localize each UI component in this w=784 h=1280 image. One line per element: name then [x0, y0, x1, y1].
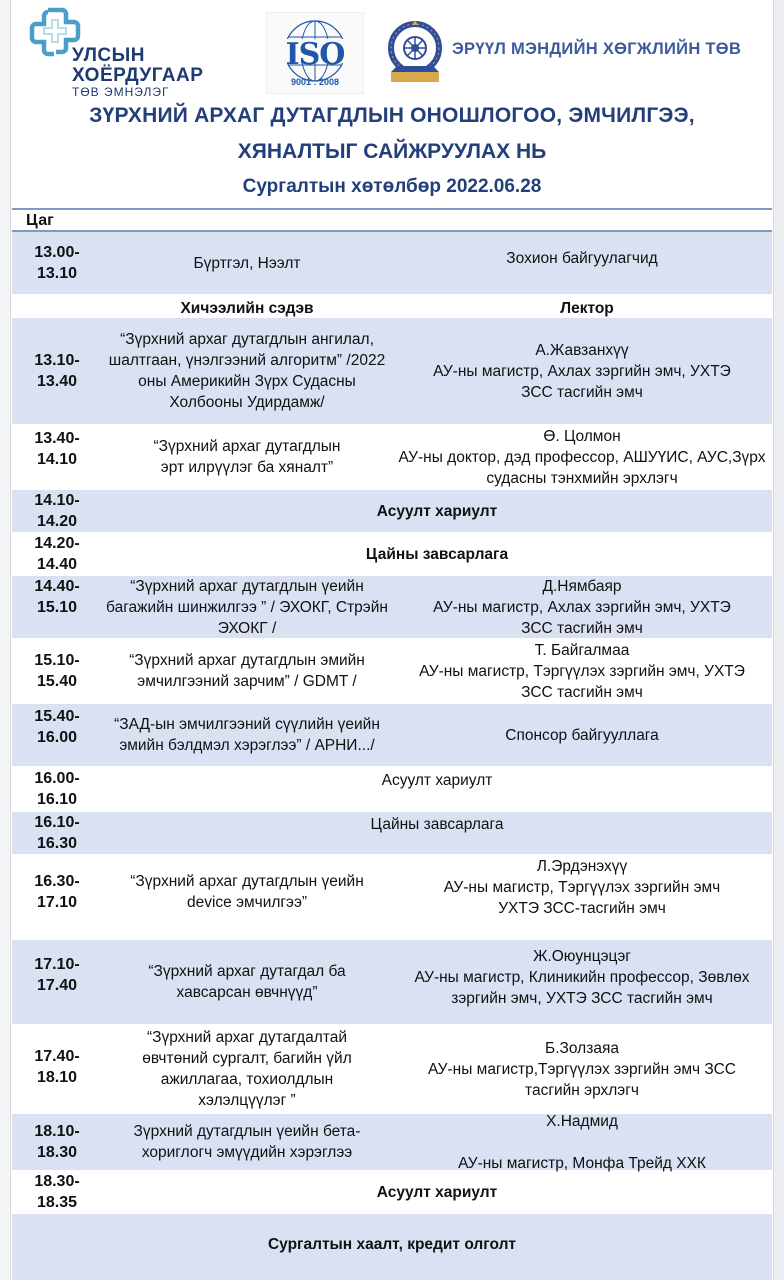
schedule-row	[12, 1026, 772, 1112]
time-cell: 18.30- 18.35	[34, 1173, 80, 1211]
lecturer-title: АУ-ны магистр,Тэргүүлэх зэргийн эмч ЗСС тасгийн эрхлэгч	[427, 1060, 737, 1099]
iso-badge	[266, 12, 364, 94]
topic-cell: “Зүрхний архаг дутагдлын ангилал, шалтгаан, үнэлгээний алгоритм” /2022 оны Америкийн Зүрх Судасны Холбооны Удирдамж/	[108, 331, 386, 411]
lecturer-cell	[392, 856, 772, 938]
schedule-row	[12, 534, 772, 574]
topic-column-header: Хичээлийн сэдэв	[180, 299, 314, 317]
topic-cell: “ЗАД-ын эмчилгээний сүүлийн үеийн эмийн бэлдмэл хэрэглээ” / АРНИ.../	[114, 716, 380, 754]
lecturer-name: Л.Эрдэнэхүү	[536, 857, 628, 875]
lecturer-title: АУ-ны доктор, дэд профессор, АШУҮИС, АУС,Зүрх судасны тэнхмийн эрхлэгч	[398, 448, 766, 487]
topic-cell: Зүрхний дутагдлын үеийн бета-хориглогч эмүүдийн хэрэглээ	[133, 1123, 361, 1161]
time-cell: 13.10- 13.40	[34, 352, 80, 390]
lecturer-name: Б.Золзаяа	[545, 1039, 619, 1057]
topic-cell: “Зүрхний архаг дутагдлын эмийн эмчилгээний зарчим” / GDMT /	[129, 652, 365, 690]
lecturer-title: АУ-ны магистр, Клиникийн профессор, Зөвлөх зэргийн эмч, УХТЭ ЗСС тасгийн эмч	[414, 968, 750, 1007]
schedule-row	[12, 490, 772, 532]
hospital-name-line1: УЛСЫН	[72, 45, 145, 66]
schedule-row	[12, 768, 772, 810]
topic-cell: “Зүрхний архаг дутагдалтай өвчтөний сургалт, багийн үйл ажиллагаа, тохиолдлын хэлэлцүүлэг ”	[142, 1029, 352, 1109]
topic-cell: “Зүрхний архаг дутагдлын эрт илрүүлэг ба хяналт”	[153, 438, 341, 476]
divider	[12, 208, 772, 210]
schedule-row	[12, 704, 772, 766]
topic-cell: “Зүрхний архаг дутагдал ба хавсарсан өвчнүүд”	[148, 963, 346, 1001]
lecturer-cell: Спонсор байгууллага	[505, 726, 659, 744]
lecturer-title: АУ-ны магистр, Монфа Трейд ХХК	[458, 1154, 706, 1172]
lecturer-cell	[392, 576, 772, 638]
time-cell: 16.10- 16.30	[34, 814, 80, 852]
time-cell: 16.30- 17.10	[34, 873, 80, 911]
closing-row	[12, 1214, 772, 1280]
document-title-line2: ХЯНАЛТЫГ САЙЖРУУЛАХ НЬ	[237, 140, 547, 163]
iso-standard: 9001 : 2008	[290, 77, 340, 87]
lecturer-cell	[392, 1026, 772, 1112]
lecturer-cell	[392, 1114, 772, 1170]
schedule-row	[12, 1172, 772, 1212]
hospital-name-line2: ХОЁРДУГААР	[72, 65, 204, 86]
time-cell: 15.40- 16.00	[34, 708, 80, 746]
span-cell: Асуулт хариулт	[376, 502, 498, 520]
lecturer-title: АУ-ны магистр, Ахлах зэргийн эмч, УХТЭ ЗСС тасгийн эмч	[433, 598, 731, 637]
column-header-row	[12, 296, 772, 320]
span-cell: Сургалтын хаалт, кредит олголт	[267, 1235, 517, 1253]
lecturer-cell	[392, 940, 772, 1024]
lecturer-cell	[392, 640, 772, 702]
lecturer-title: АУ-ны магистр, Ахлах зэргийн эмч, УХТЭ ЗСС тасгийн эмч	[433, 362, 731, 401]
time-cell: 17.40- 18.10	[34, 1048, 80, 1086]
topic-cell: “Зүрхний архаг дутагдлын үеийн device эмчилгээ”	[130, 873, 364, 911]
time-cell: 14.20- 14.40	[34, 535, 80, 573]
lecturer-name: А.Жавзанхүү	[535, 341, 629, 359]
schedule-row	[12, 576, 772, 638]
topic-cell: Бүртгэл, Нээлт	[193, 254, 301, 272]
schedule-row	[12, 940, 772, 1024]
lecturer-name: Ж.Оюунцэцэг	[533, 947, 631, 965]
hospital-name-line3: ТӨВ ЭМНЭЛЭГ	[72, 85, 170, 99]
schedule-row	[12, 812, 772, 854]
span-cell: Цайны завсарлага	[365, 545, 509, 563]
document-subtitle: Сургалтын хөтөлбөр 2022.06.28	[242, 176, 542, 197]
time-cell: 13.00- 13.10	[34, 244, 80, 282]
span-cell: Асуулт хариулт	[381, 772, 493, 789]
iso-label: ISO	[285, 37, 345, 72]
lecturer-title: АУ-ны магистр, Тэргүүлэх зэргийн эмч, УХТЭ ЗСС тасгийн эмч	[419, 662, 745, 701]
lecturer-title: АУ-ны магистр, Тэргүүлэх зэргийн эмч УХТЭ ЗСС-тасгийн эмч	[443, 878, 721, 917]
lecturer-cell: Зохион байгуулагчид	[506, 249, 658, 267]
lecturer-name: Ө. Цолмон	[543, 427, 621, 445]
time-cell: 18.10- 18.30	[34, 1123, 80, 1161]
time-cell: 14.40- 15.10	[34, 578, 80, 616]
time-cell: 15.10- 15.40	[34, 652, 80, 690]
time-cell: 16.00- 16.10	[34, 770, 80, 808]
schedule-row	[12, 856, 772, 938]
lecturer-name: Х.Надмид	[546, 1112, 618, 1130]
span-cell: Асуулт хариулт	[376, 1183, 498, 1201]
dharma-wheel-emblem-icon	[385, 20, 445, 84]
document-title-line1: ЗҮРХНИЙ АРХАГ ДУТАГДЛЫН ОНОШЛОГОО, ЭМЧИЛГЭЭ,	[89, 104, 695, 127]
topic-cell: “Зүрхний архаг дутагдлын үеийн багажийн шинжилгээ ” / ЭХОКГ, Стрэйн ЭХОКГ /	[106, 577, 388, 637]
schedule-row	[12, 232, 772, 294]
schedule-row	[12, 426, 772, 488]
lecturer-cell	[392, 426, 772, 488]
span-cell: Цайны завсарлага	[370, 816, 504, 833]
lecturer-cell	[392, 318, 772, 424]
schedule-row	[12, 318, 772, 424]
time-cell: 14.10- 14.20	[34, 492, 80, 530]
lecturer-name: Т. Байгалмаа	[534, 641, 630, 659]
lecturer-name: Д.Нямбаяр	[542, 577, 622, 595]
schedule-row	[12, 640, 772, 702]
partner-name: ЭРҮҮЛ МЭНДИЙН ХӨГЖЛИЙН ТӨВ	[452, 40, 742, 58]
header	[0, 0, 784, 100]
time-cell: 17.10- 17.40	[34, 956, 80, 994]
schedule-row	[12, 1114, 772, 1170]
time-cell: 13.40- 14.10	[34, 430, 80, 468]
time-column-header: Цаг	[26, 212, 54, 229]
lecturer-column-header: Лектор	[560, 299, 614, 317]
